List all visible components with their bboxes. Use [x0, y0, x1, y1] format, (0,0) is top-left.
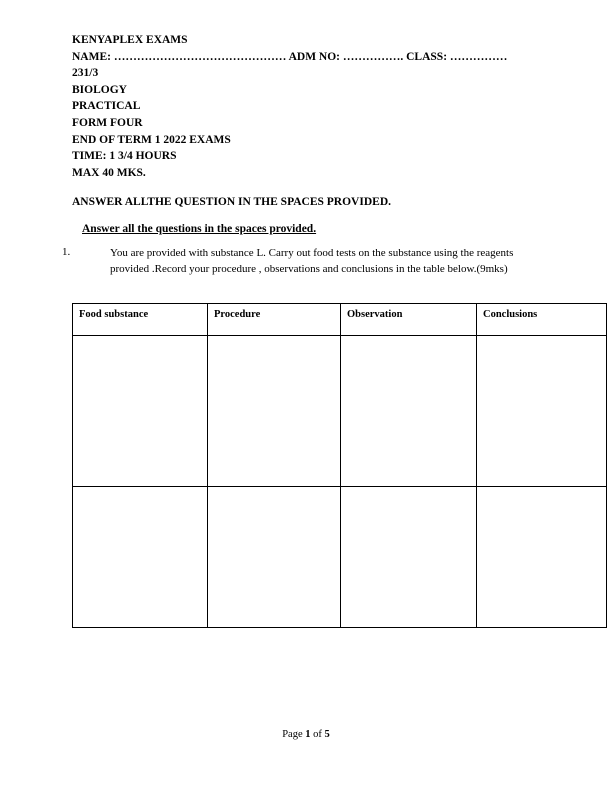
- table-cell-procedure[interactable]: [208, 487, 341, 628]
- document-content: [62, 32, 548, 277]
- table-header-procedure: Procedure: [208, 304, 341, 336]
- table-cell-conclusions[interactable]: [477, 487, 607, 628]
- footer-prefix: Page: [282, 729, 306, 740]
- subject: BIOLOGY: [72, 83, 127, 96]
- table-cell-procedure[interactable]: [208, 336, 341, 487]
- exam-term: END OF TERM 1 2022 EXAMS: [72, 133, 231, 146]
- table-cell-conclusions[interactable]: [477, 336, 607, 487]
- table-cell-observation[interactable]: [341, 487, 477, 628]
- exam-duration: TIME: 1 3/4 HOURS: [72, 150, 177, 163]
- table-row: [73, 336, 607, 487]
- footer-current-page: 1: [305, 729, 311, 740]
- question-1-number: 1.: [62, 246, 71, 259]
- instruction-caps: ANSWER ALLTHE QUESTION IN THE SPACES PROVIDED.: [72, 196, 391, 209]
- table-header-observation: Observation: [341, 304, 477, 336]
- table-header-conclusions: Conclusions: [477, 304, 607, 336]
- table-header-row: [73, 304, 607, 336]
- footer-middle: of: [310, 729, 325, 740]
- footer-total-pages: 5: [324, 729, 330, 740]
- table-cell-observation[interactable]: [341, 336, 477, 487]
- exam-body-title: KENYAPLEX EXAMS: [72, 34, 188, 46]
- paper-code: 231/3: [72, 67, 99, 80]
- name-adm-class-line: NAME: ……………………………………… ADM NO: ……………. CLASS: ……………: [72, 50, 508, 63]
- table-cell-food-substance[interactable]: [73, 336, 208, 487]
- table-row: [73, 487, 607, 628]
- max-marks: MAX 40 MKS.: [72, 166, 146, 179]
- paper-type: PRACTICAL: [72, 100, 141, 113]
- instruction-underlined: Answer all the questions in the spaces provided.: [82, 223, 317, 236]
- table-cell-food-substance[interactable]: [73, 487, 208, 628]
- page-footer: [0, 729, 612, 740]
- question-1: [62, 245, 548, 277]
- form-level: FORM FOUR: [72, 116, 143, 129]
- table-header-food-substance: Food substance: [73, 304, 208, 336]
- food-test-table: [72, 303, 607, 628]
- question-1-text: You are provided with substance L. Carry out food tests on the substance using the reagents provided .Record your procedure , observations and conclusions in the table below.(9mks): [110, 247, 514, 276]
